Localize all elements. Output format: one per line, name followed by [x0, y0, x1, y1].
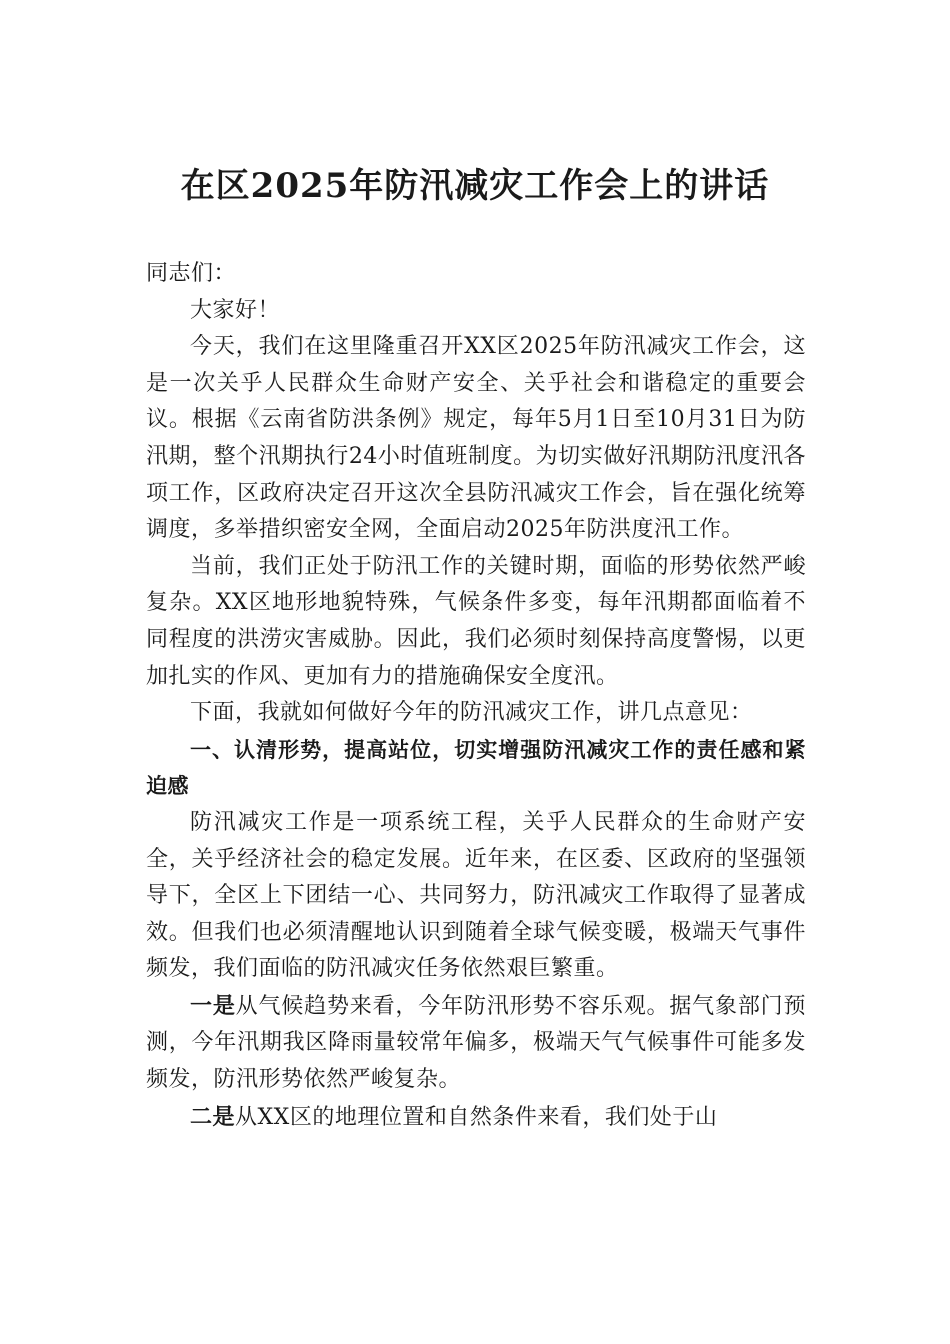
- greeting: 大家好！: [190, 297, 281, 323]
- point-1-lead: 一是: [190, 992, 236, 1019]
- document-title: 在区2025年防汛减灾工作会上的讲话: [180, 166, 770, 206]
- paragraph-transition: 下面，我就如何做好今年的防汛减灾工作，讲几点意见：: [190, 700, 753, 726]
- point-1-text: 从气候趋势来看，今年防汛形势不容乐观。据气象部门预测，今年汛期我区降雨量较常年偏多，极端天气气候事件可能多发频发，防汛形势依然严峻复杂。: [146, 993, 806, 1093]
- section-heading-1: 一、认清形势，提高站位，切实增强防汛减灾工作的责任感和紧迫感: [146, 737, 806, 799]
- section-1-intro: 防汛减灾工作是一项系统工程，关乎人民群众的生命财产安全，关乎经济社会的稳定发展。近年来，在区委、区政府的坚强领导下，全区上下团结一心、共同努力，防汛减灾工作取得了显著成效。但我们也必须清醒地认识到随着全球气候变暖，极端天气事件频发，我们面临的防汛减灾任务依然艰巨繁重。: [146, 809, 806, 982]
- point-2-text: 从XX区的地理位置和自然条件来看，我们处于山: [235, 1104, 718, 1130]
- point-1: [146, 988, 806, 1099]
- point-2-lead: 二是: [190, 1103, 236, 1130]
- paragraph-opening: 今天，我们在这里隆重召开XX区2025年防汛减灾工作会，这是一次关乎人民群众生命财产安全、关乎社会和谐稳定的重要会议。根据《云南省防洪条例》规定，每年5月1日至10月31日为防汛期，整个汛期执行24小时值班制度。为切实做好汛期防汛度汛各项工作，区政府决定召开这次全县防汛减灾工作会，旨在强化统筹调度，多举措织密安全网，全面启动2025年防洪度汛工作。: [146, 334, 806, 543]
- document-body: [146, 256, 806, 1136]
- salutation: 同志们：: [146, 261, 237, 286]
- paragraph-situation: 当前，我们正处于防汛工作的关键时期，面临的形势依然严峻复杂。XX区地形地貌特殊，气候条件多变，每年汛期都面临着不同程度的洪涝灾害威胁。因此，我们必须时刻保持高度警惕，以更加扎实的作风、更加有力的措施确保安全度汛。: [146, 553, 806, 689]
- point-2: [146, 1099, 806, 1137]
